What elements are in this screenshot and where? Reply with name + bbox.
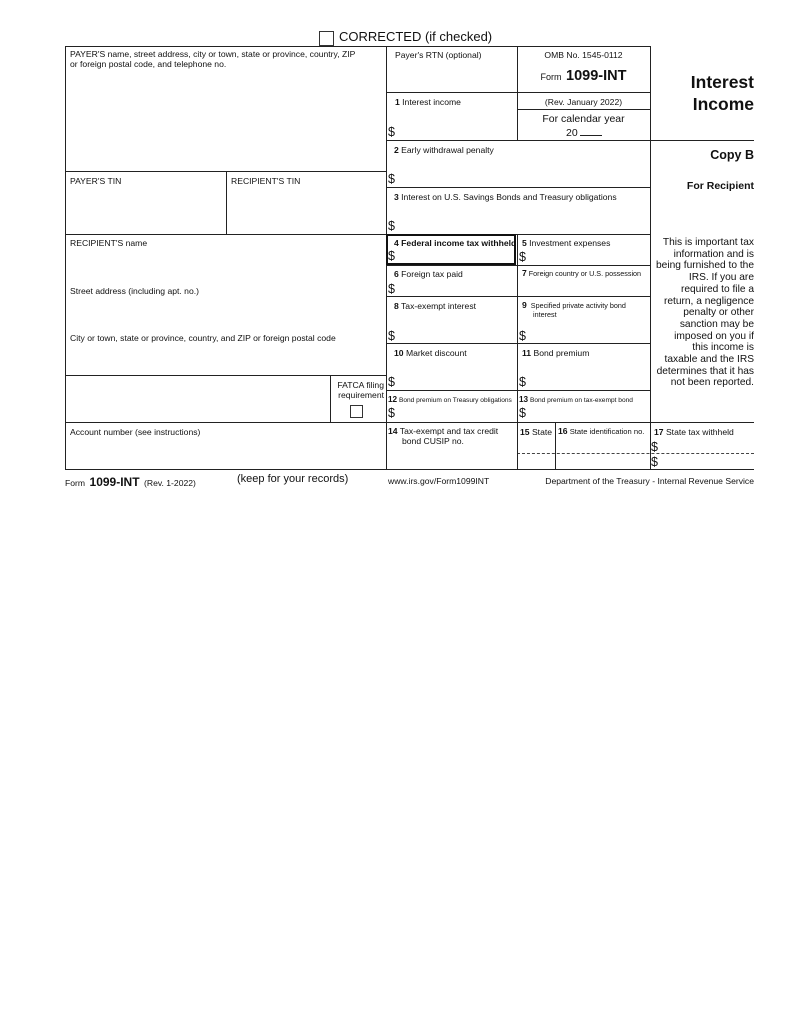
box17-state-tax-field[interactable] xyxy=(661,439,753,468)
box3-dollar: $ xyxy=(388,219,395,233)
box8-tax-exempt-field[interactable] xyxy=(398,326,515,342)
box8-dollar: $ xyxy=(388,329,395,343)
box3-label: 3 Interest on U.S. Savings Bonds and Treasury obligations xyxy=(394,192,617,202)
payer-rtn-field[interactable] xyxy=(387,62,516,91)
form-title: Interest Income xyxy=(690,72,754,114)
box17-label: 17 State tax withheld xyxy=(654,427,734,437)
box12-treasury-premium-field[interactable] xyxy=(398,405,515,421)
account-number-field[interactable] xyxy=(66,439,385,468)
box14-cusip-field[interactable] xyxy=(387,448,516,468)
box7-foreign-country-field[interactable] xyxy=(519,280,648,295)
form-revision: (Rev. January 2022) xyxy=(544,97,623,107)
box6-foreign-tax-field[interactable] xyxy=(398,281,515,295)
box2-label: 2 Early withdrawal penalty xyxy=(394,145,494,155)
box11-label: 11 Bond premium xyxy=(522,348,590,358)
street-address-label: Street address (including apt. no.) xyxy=(70,286,199,296)
copy-label: Copy B xyxy=(710,148,754,162)
payer-name-label: PAYER'S name, street address, city or town, state or province, country, ZIP or foreign postal code, and telephone no. xyxy=(70,49,356,69)
payer-rtn-label: Payer's RTN (optional) xyxy=(395,50,482,60)
recipient-name-field[interactable] xyxy=(66,250,385,282)
box12-label: 12 Bond premium on Treasury obligations xyxy=(388,395,512,404)
box11-bond-premium-field[interactable] xyxy=(529,372,648,389)
payer-tin-label: PAYER'S TIN xyxy=(70,176,122,186)
box13-label: 13 Bond premium on tax-exempt bond xyxy=(519,395,633,404)
calendar-year-label: For calendar year xyxy=(542,113,625,125)
box1-dollar: $ xyxy=(388,125,395,139)
recipient-tin-label: RECIPIENT'S TIN xyxy=(231,176,301,186)
footer-department: Department of the Treasury - Internal Revenue Service xyxy=(545,476,754,486)
box3-savings-bonds-field[interactable] xyxy=(398,214,648,233)
recipient-name-label: RECIPIENT'S name xyxy=(70,238,148,248)
footer-form-number: Form 1099-INT (Rev. 1-2022) xyxy=(65,475,196,489)
account-number-label: Account number (see instructions) xyxy=(70,427,201,437)
recipient-tin-field[interactable] xyxy=(227,188,385,233)
box9-label: 9 Specified private activity bond interest xyxy=(522,300,626,319)
payer-name-field[interactable] xyxy=(66,72,385,170)
box16-state-id-field[interactable] xyxy=(556,439,649,468)
box10-dollar: $ xyxy=(388,375,395,389)
important-notice: This is important tax information and is being furnished to the IRS. If you are required to file a return, a negligence penalty or other sanction may be imposed on you if this income is taxable and the IRS determines that it has not been reported. xyxy=(656,237,754,389)
for-recipient-label: For Recipient xyxy=(686,180,754,192)
box1-interest-income-field[interactable] xyxy=(398,122,515,139)
box9-private-activity-field[interactable] xyxy=(529,326,648,342)
box13-dollar: $ xyxy=(519,406,526,420)
box4-dollar: $ xyxy=(388,249,395,263)
box6-dollar: $ xyxy=(388,282,395,296)
box9-dollar: $ xyxy=(519,329,526,343)
box6-label: 6 Foreign tax paid xyxy=(394,269,463,279)
calendar-year-field[interactable]: 20 xyxy=(566,127,602,139)
city-state-zip-label: City or town, state or province, country, and ZIP or foreign postal code xyxy=(70,333,336,343)
street-address-field[interactable] xyxy=(66,298,385,330)
box17-dollar-2: $ xyxy=(651,455,658,469)
footer-url[interactable]: www.irs.gov/Form1099INT xyxy=(388,476,490,486)
box10-label: 10 Market discount xyxy=(394,348,467,358)
box16-label: 16 State identification no. xyxy=(558,426,645,436)
box14-label: 14 Tax-exempt and tax credit bond CUSIP no. xyxy=(388,426,499,446)
fatca-checkbox[interactable] xyxy=(350,405,363,418)
box15-state-field[interactable] xyxy=(518,439,554,468)
omb-number: OMB No. 1545-0112 xyxy=(544,50,623,60)
box12-dollar: $ xyxy=(388,406,395,420)
box15-label: 15 State xyxy=(520,427,553,437)
box5-investment-expenses-field[interactable] xyxy=(529,249,648,264)
box5-label: 5 Investment expenses xyxy=(522,238,611,248)
form-number: Form 1099-INT xyxy=(540,68,627,84)
box11-dollar: $ xyxy=(519,375,526,389)
box7-label: 7 Foreign country or U.S. possession xyxy=(522,268,642,278)
box10-market-discount-field[interactable] xyxy=(398,372,515,389)
box2-dollar: $ xyxy=(388,172,395,186)
box5-dollar: $ xyxy=(519,250,526,264)
box4-federal-tax-field[interactable] xyxy=(398,249,514,263)
footer-keep-records: (keep for your records) xyxy=(237,473,349,485)
box17-dollar-1: $ xyxy=(651,440,658,454)
fatca-label: FATCA filing requirement xyxy=(337,380,384,400)
box4-label: 4 Federal income tax withheld xyxy=(394,238,517,248)
corrected-label: CORRECTED (if checked) xyxy=(339,29,493,44)
box1-label: 1 Interest income xyxy=(395,97,461,107)
corrected-checkbox[interactable] xyxy=(319,31,334,46)
payer-tin-field[interactable] xyxy=(66,188,225,233)
city-state-zip-field[interactable] xyxy=(66,345,385,374)
box2-early-withdrawal-field[interactable] xyxy=(398,170,648,186)
box8-label: 8 Tax-exempt interest xyxy=(394,301,477,311)
box13-tax-exempt-premium-field[interactable] xyxy=(529,405,648,421)
